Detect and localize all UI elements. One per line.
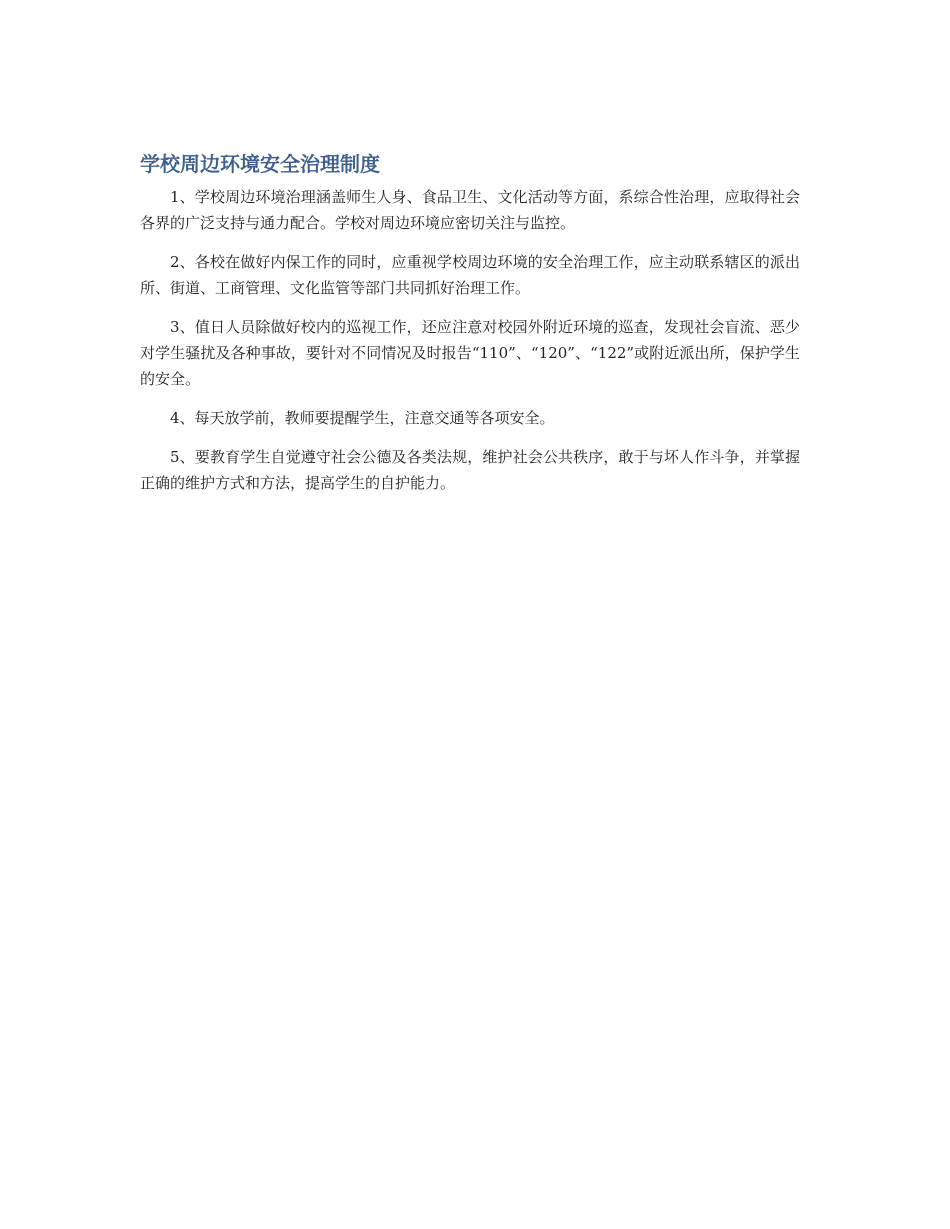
paragraph-1: 1、学校周边环境治理涵盖师生人身、食品卫生、文化活动等方面，系综合性治理，应取得社会各界的广泛支持与通力配合。学校对周边环境应密切关注与监控。 [140,188,800,232]
document-body [140,150,800,509]
document-title: 学校周边环境安全治理制度 [140,152,380,176]
paragraph-2: 2、各校在做好内保工作的同时，应重视学校周边环境的安全治理工作，应主动联系辖区的派出所、街道、工商管理、文化监管等部门共同抓好治理工作。 [140,253,800,297]
paragraph-4: 4、每天放学前，教师要提醒学生，注意交通等各项安全。 [170,409,555,427]
paragraph-3: 3、值日人员除做好校内的巡视工作，还应注意对校园外附近环境的巡查，发现社会盲流、恶少对学生骚扰及各种事故，要针对不同情况及时报告“110”、“120”、“122”或附近派出所，保护学生的安全。 [140,318,800,388]
paragraph-5: 5、要教育学生自觉遵守社会公德及各类法规，维护社会公共秩序，敢于与坏人作斗争，并掌握正确的维护方式和方法，提高学生的自护能力。 [140,448,800,492]
